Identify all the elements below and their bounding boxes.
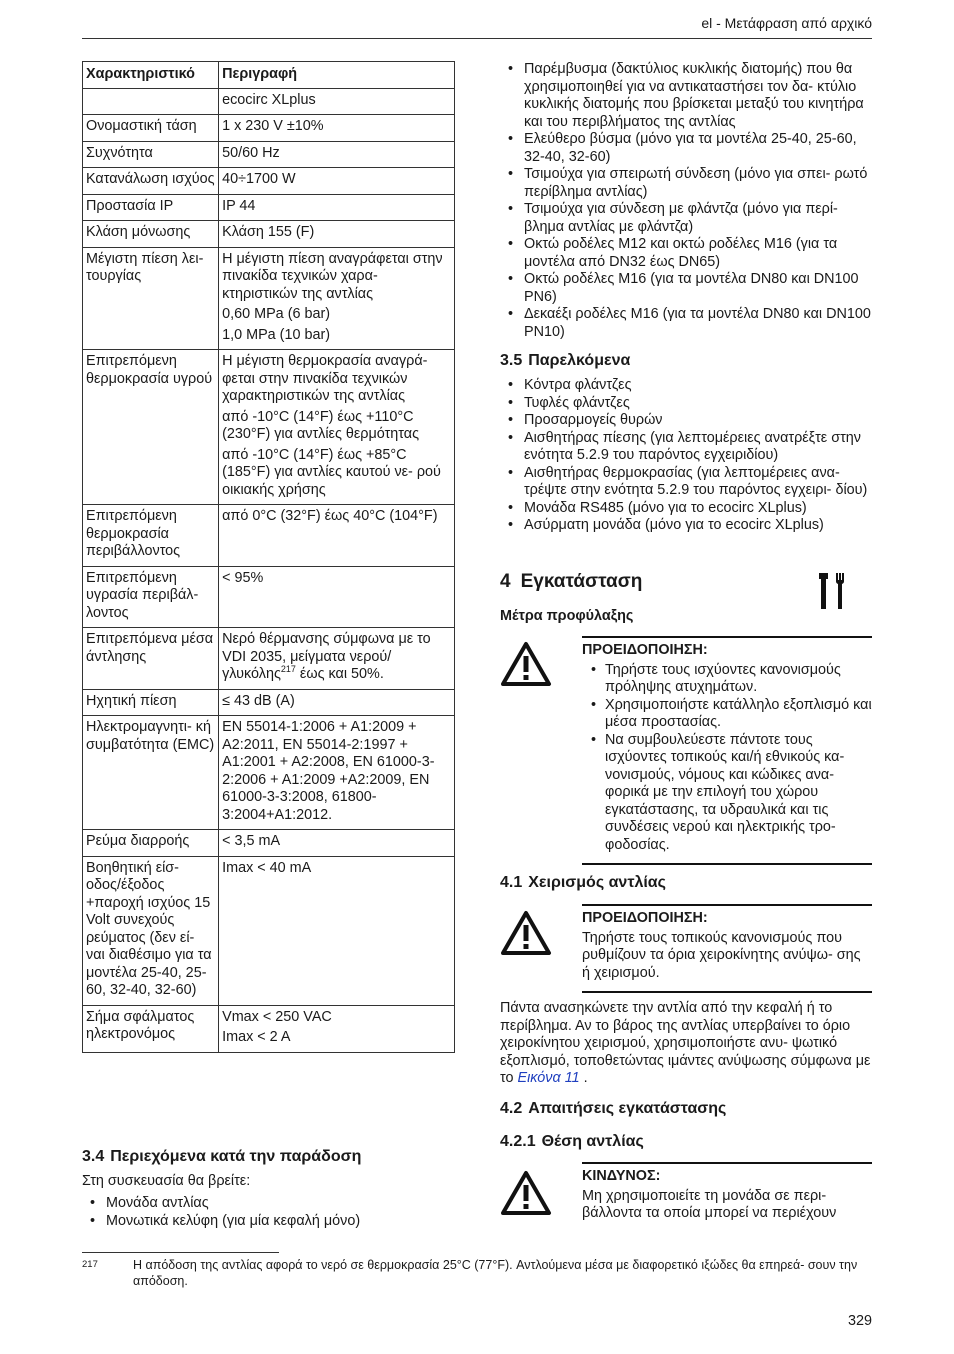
danger-title: ΚΙΝΔΥΝΟΣ: (582, 1168, 661, 1184)
description-text: Vmax < 250 VAC (222, 1008, 332, 1025)
list-item: • Τσιμούχα για σπειρωτή σύνδεση (μόνο για σπει- ρωτό περίβλημα αντλίας) (500, 166, 872, 201)
description-cell (219, 505, 455, 567)
description-text: Η μέγιστη θερμοκρασία αναγρά- φεται στην πινακίδα τεχνικών χαρακτηριστικών της αντλίας (222, 353, 428, 404)
description-cell (219, 88, 455, 115)
description-line (222, 306, 451, 324)
description-cell (219, 115, 455, 142)
precautions-heading: Μέτρα προφύλαξης (500, 608, 634, 624)
delivery-contents-list-continued (500, 61, 872, 341)
spec-table (82, 61, 455, 1053)
description-text-after: έως και 50%. (295, 666, 384, 682)
description-line (222, 860, 451, 878)
section-title: Χειρισμός αντλίας (528, 874, 666, 891)
section-number: 4.1 (500, 874, 523, 891)
description-text: < 3,5 mA (222, 833, 281, 849)
description-cell (219, 716, 455, 830)
description-cell (219, 141, 455, 168)
warning-box-handling (582, 904, 872, 993)
characteristic-cell: Μέγιστη πίεση λει- τουργίας (83, 247, 219, 350)
delivery-contents-list (82, 1195, 455, 1230)
table-row (83, 628, 455, 690)
list-item: • Χρησιμοποιήστε κατάλληλο εξοπλισμό και μέσα προστασίας. (582, 697, 872, 732)
section-number: 3.5 (500, 352, 523, 369)
description-line (222, 198, 451, 216)
section-title: Απαιτήσεις εγκατάστασης (528, 1100, 727, 1117)
description-line (222, 224, 451, 242)
warning-box-safety (582, 636, 872, 865)
list-item: • Μονάδα αντλίας (82, 1195, 455, 1213)
characteristic-cell: Ονομαστική τάση (83, 115, 219, 142)
table-row (83, 830, 455, 857)
warning-triangle-icon (500, 641, 552, 692)
characteristic-cell: Προστασία IP (83, 194, 219, 221)
description-text: 0,60 MPa (6 bar) (222, 306, 331, 322)
table-row (83, 247, 455, 350)
handling-paragraph (500, 1000, 872, 1088)
table-header-characteristic: Χαρακτηριστικό (83, 62, 219, 89)
description-cell (219, 1005, 455, 1052)
tools-icon (818, 571, 848, 613)
table-row (83, 350, 455, 505)
description-line (222, 327, 451, 345)
description-cell (219, 689, 455, 716)
description-text: ≤ 43 dB (A) (222, 692, 295, 709)
characteristic-cell: Επιτρεπόμενη υγρασία περιβάλ- λοντος (83, 566, 219, 628)
table-row (83, 689, 455, 716)
table-header-description: Περιγραφή (219, 62, 455, 89)
section-number: 4.2.1 (500, 1133, 536, 1150)
description-line (222, 719, 451, 824)
description-cell (219, 221, 455, 248)
footnote-text: Η απόδοση της αντλίας αφορά το νερό σε θερμοκρασία 25°C (77°F). Αντλούμενα μέσα με διαφορετικό ιξώδες θα επηρεά- σουν την απόδοση. (133, 1258, 858, 1288)
characteristic-cell: Συχνότητα (83, 141, 219, 168)
characteristic-cell: Σήμα σφάλματος ηλεκτρονόμος (83, 1005, 219, 1052)
description-cell (219, 194, 455, 221)
list-item: • Τσιμούχα για σύνδεση με φλάντζα (μόνο για περί- βλημα αντλίας με φλάντζα) (500, 201, 872, 236)
danger-box-location (582, 1162, 872, 1228)
description-line (222, 447, 451, 500)
footnote (82, 1258, 872, 1289)
list-item: • Κόντρα φλάντζες (500, 377, 872, 395)
characteristic-cell: Ρεύμα διαρροής (83, 830, 219, 857)
warning-list (582, 662, 872, 855)
section-title: Παρελκόμενα (528, 352, 631, 369)
accessories-list (500, 377, 872, 535)
table-row (83, 566, 455, 628)
section-number: 3.4 (82, 1148, 105, 1165)
description-cell (219, 830, 455, 857)
description-text: 1,0 MPa (10 bar) (222, 326, 331, 343)
table-row (83, 168, 455, 195)
list-item: • Ελεύθερο βύσμα (μόνο για τα μοντέλα 25-40, 25-60, 32-40, 32-60) (500, 131, 872, 166)
warning-title: ΠΡΟΕΙΔΟΠΟΙΗΣΗ: (582, 910, 708, 926)
list-item: • Τηρήστε τους ισχύοντες κανονισμούς πρόληψης ατυχημάτων. (582, 662, 872, 697)
warning-text: Τηρήστε τους τοπικούς κανονισμούς που ρυθμίζουν τα όρια χειροκίνητης ανύψω- σης ή χειρισμού. (582, 929, 861, 981)
table-row (83, 716, 455, 830)
table-row (83, 88, 455, 115)
description-line (222, 251, 451, 304)
list-item: • Μονάδα RS485 (μόνο για το ecocirc XLplus) (500, 500, 872, 518)
table-row (83, 115, 455, 142)
section-title: Θέση αντλίας (541, 1133, 644, 1150)
characteristic-cell: Βοηθητική είσ- οδος/έξοδος +παροχή ισχύος 15 Volt συνεχούς ρεύματος (δεν εί- ναι διαθέσιμο για τα μοντέλα 25-40, 25-60, 32-40, 32-60) (83, 856, 219, 1005)
description-text: Νερό θέρμανσης σύμφωνα με το VDI 2035, μείγματα νερού/ γλυκόλης (222, 631, 431, 682)
characteristic-cell: Επιτρεπόμενη θερμοκρασία υγρού (83, 350, 219, 505)
handling-text-end: . (579, 1070, 588, 1086)
spec-table-body (83, 88, 455, 1052)
list-item: • Ασύρματη μονάδα (μόνο για το ecocirc XLplus) (500, 517, 872, 535)
description-cell (219, 566, 455, 628)
section-3-4-heading (82, 1148, 361, 1166)
table-header-row (83, 62, 455, 89)
description-line (222, 508, 451, 526)
list-item: • Αισθητήρας θερμοκρασίας (για λεπτομέρειες ανα- τρέψτε στην ενότητα 5.2.9 του παρόντος εγχειρι- δίου) (500, 465, 872, 500)
section-4-2-heading (500, 1100, 726, 1118)
section-4-2-1-heading (500, 1133, 644, 1151)
characteristic-cell: Ηχητική πίεση (83, 689, 219, 716)
section-number: 4.2 (500, 1100, 523, 1117)
table-row (83, 505, 455, 567)
description-text: Imax < 40 mA (222, 859, 312, 876)
footnote-number: 217 (82, 1259, 98, 1270)
description-text: 50/60 Hz (222, 144, 280, 161)
list-item: • Οκτώ ροδέλες M12 και οκτώ ροδέλες M16 (για τα μοντέλα από DN32 έως DN65) (500, 236, 872, 271)
description-line (222, 833, 451, 851)
description-text: Imax < 2 A (222, 1029, 291, 1045)
description-text: από -10°C (14°F) έως +110°C (230°F) για αντλίες θερμότητας (222, 408, 420, 442)
list-item: • Οκτώ ροδέλες M16 (για τα μοντέλα DN80 και DN100 PN6) (500, 271, 872, 306)
table-row (83, 194, 455, 221)
characteristic-cell: Ηλεκτρομαγνητι- κή συμβατότητα (EMC) (83, 716, 219, 830)
page-header (82, 14, 872, 39)
description-line (222, 693, 451, 711)
description-text: ecocirc XLplus (222, 91, 316, 108)
warning-title: ΠΡΟΕΙΔΟΠΟΙΗΣΗ: (582, 642, 708, 658)
list-item: • Προσαρμογείς θυρών (500, 412, 872, 430)
characteristic-cell: Κλάση μόνωσης (83, 221, 219, 248)
description-line (222, 118, 451, 136)
description-cell (219, 168, 455, 195)
danger-triangle-icon (500, 1170, 552, 1221)
description-cell (219, 628, 455, 690)
description-line (222, 1029, 451, 1047)
footnote-ref: 217 (280, 664, 296, 675)
description-text: Κλάση 155 (F) (222, 224, 315, 240)
characteristic-cell (83, 88, 219, 115)
description-text: EN 55014-1:2006 + A1:2009 + A2:2011, EN 55014-2:1997 + A1:2001 + A2:2008, EN 61000-3-2:2006 + A1:2009 +A2:2009, EN 61000-3-3:2008, 61800-3:2004+A1:2012. (222, 719, 435, 823)
section-3-4-intro: Στη συσκευασία θα βρείτε: (82, 1173, 251, 1189)
danger-text: Μη χρησιμοποιείτε τη μονάδα σε περι- βάλλοντα τα οποία μπορεί να περιέχουν (582, 1187, 837, 1221)
table-row (83, 856, 455, 1005)
section-title: Περιεχόμενα κατά την παράδοση (110, 1148, 362, 1165)
description-cell (219, 350, 455, 505)
list-item: • Μονωτικά κελύφη (για μία κεφαλή μόνο) (82, 1213, 455, 1231)
description-text: από -10°C (14°F) έως +85°C (185°F) για αντλίες καυτού νε- ρού οικιακής χρήσης (222, 446, 441, 498)
characteristic-cell: Επιτρεπόμενη θερμοκρασία περιβάλλοντος (83, 505, 219, 567)
description-cell (219, 856, 455, 1005)
description-text: 40÷1700 W (222, 171, 296, 187)
description-line (222, 353, 451, 406)
characteristic-cell: Επιτρεπόμενα μέσα άντλησης (83, 628, 219, 690)
list-item: • Αισθητήρας πίεσης (για λεπτομέρειες ανατρέξτε στην ενότητα 5.2.9 του παρόντος εγχειριδίου) (500, 430, 872, 465)
table-row (83, 1005, 455, 1052)
table-row (83, 141, 455, 168)
section-4-1-heading (500, 874, 666, 892)
handling-text: Πάντα ανασηκώνετε την αντλία από την κεφαλή ή το περίβλημα. Αν το βάρος της αντλίας υπερβαίνει το όριο χειροκίνητου χειρισμού, χρησιμοποιήστε ανυ- ψωτικό εξοπλισμό, τοποθετώντας ιμάντες ανύψωσης σύμφωνα με το (500, 1000, 871, 1086)
section-4-heading (500, 571, 642, 593)
table-row (83, 221, 455, 248)
warning-triangle-icon (500, 910, 552, 961)
page-number: 329 (847, 1313, 872, 1329)
description-line (222, 409, 451, 444)
header-text: el - Μετάφραση από αρχικό (701, 15, 872, 31)
description-text: από 0°C (32°F) έως 40°C (104°F) (222, 508, 438, 524)
section-3-5-heading (500, 352, 630, 370)
description-text: < 95% (222, 569, 264, 586)
description-text: 1 x 230 V ±10% (222, 118, 324, 134)
list-item: • Να συμβουλεύεστε πάντοτε τους ισχύοντες τοπικούς και/ή εθνικούς κα- νονισμούς, νόμους και κώδικες ανα- φορικά με την επιλογή του χώρου εγκατάστασης, τα υδραυλικά και τις συνδέσεις νερού και ηλεκτρικής τρο- φοδοσίας. (582, 732, 872, 855)
list-item: • Τυφλές φλάντζες (500, 395, 872, 413)
list-item: • Παρέμβυσμα (δακτύλιος κυκλικής διατομής) που θα χρησιμοποιηθεί για να αντικαταστήσει τον δα- κτύλιο κυκλικής διατομής που βρίσκεται μεταξύ του κινητήρα και του περιβλήματος της αντλίας (500, 61, 872, 131)
description-line (222, 171, 451, 189)
footnote-separator (82, 1252, 279, 1253)
description-line (222, 631, 451, 684)
section-number: 4 (500, 571, 511, 592)
list-item: • Δεκαέξι ροδέλες M16 (για τα μοντέλα DN80 και DN100 PN10) (500, 306, 872, 341)
characteristic-cell: Κατανάλωση ισχύος (83, 168, 219, 195)
description-line (222, 570, 451, 588)
description-line (222, 1009, 451, 1027)
description-text: IP 44 (222, 197, 256, 214)
section-title: Εγκατάσταση (520, 571, 643, 592)
description-line (222, 145, 451, 163)
figure-11-link[interactable]: Εικόνα 11 (517, 1070, 580, 1086)
description-line (222, 92, 451, 110)
description-text: Η μέγιστη πίεση αναγράφεται στην πινακίδα τεχνικών χαρα- κτηριστικών της αντλίας (222, 250, 443, 302)
description-cell (219, 247, 455, 350)
